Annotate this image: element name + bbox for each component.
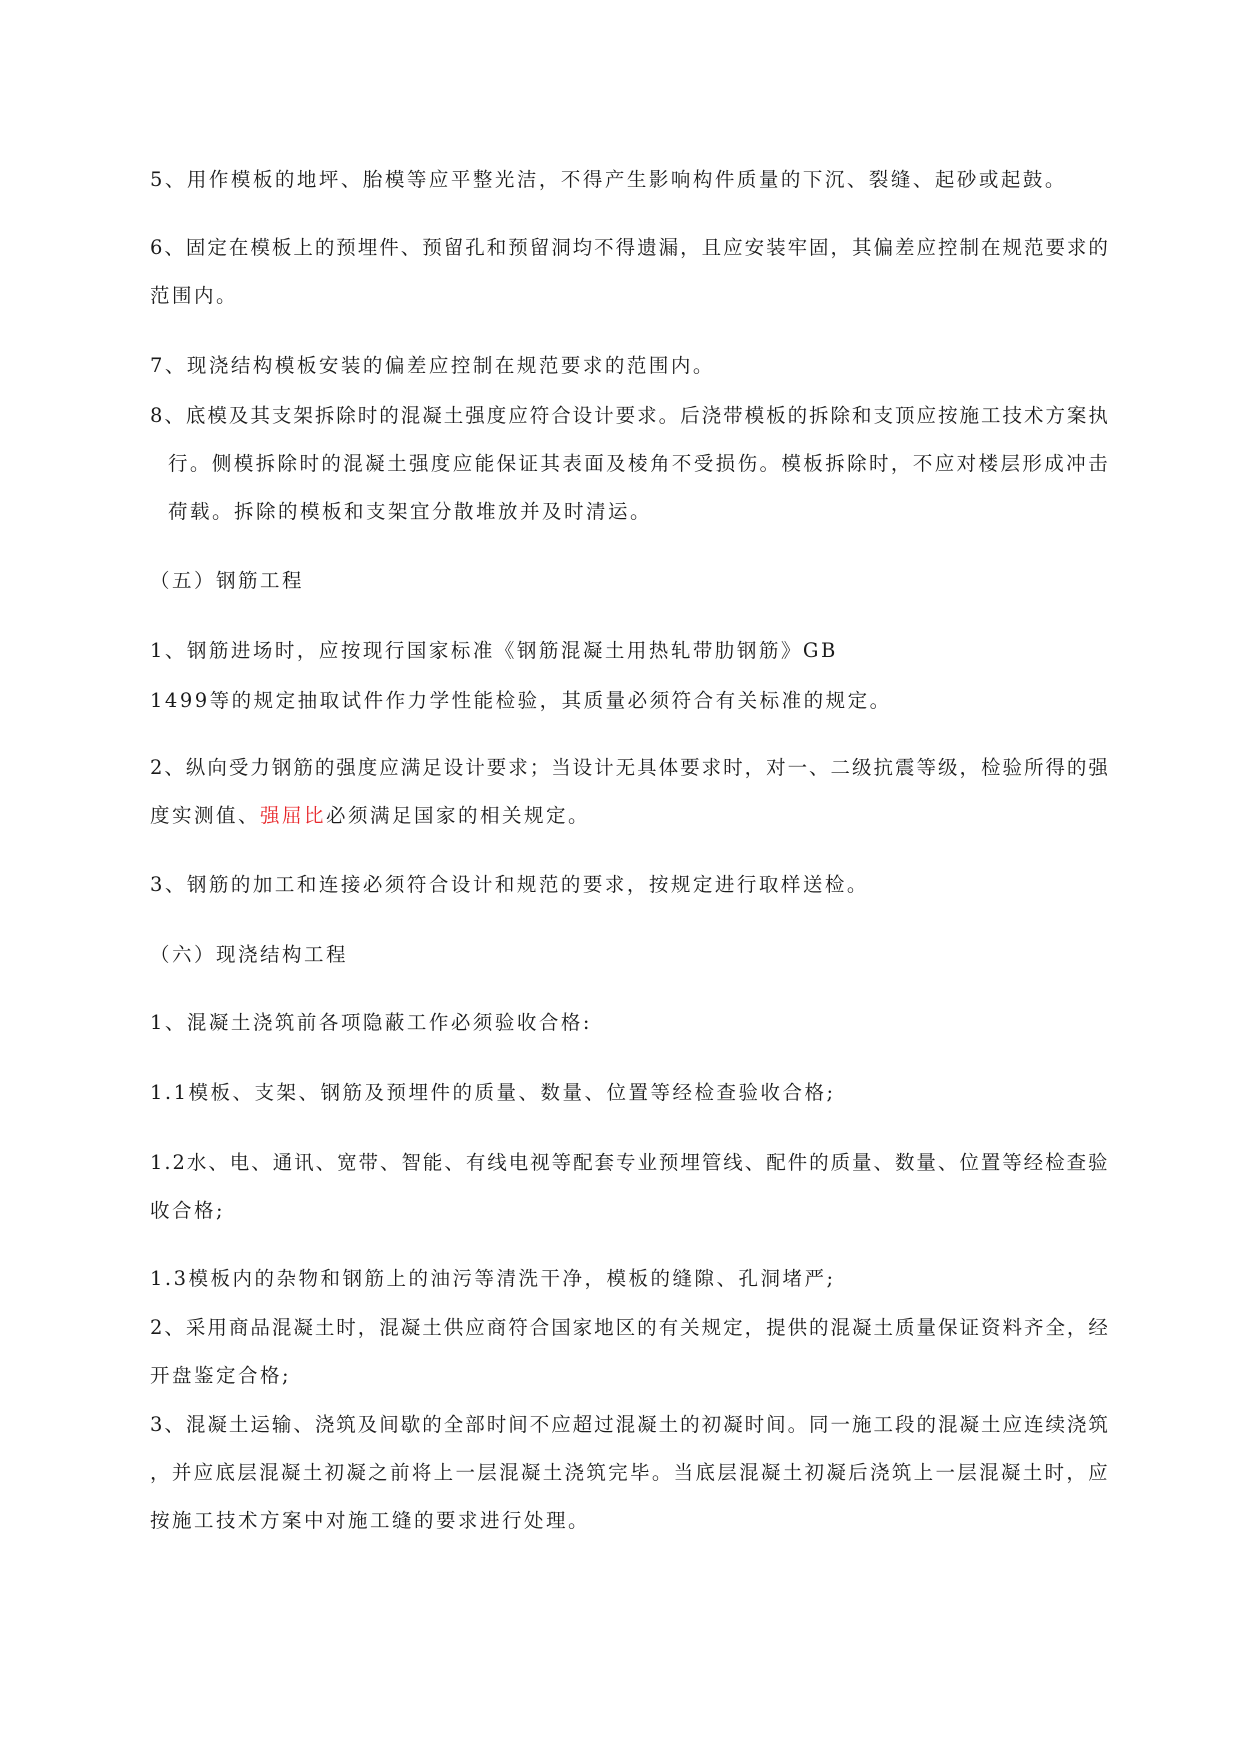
rebar-2-text-c: 必须满足国家的相关规定。 xyxy=(326,804,591,827)
paragraph-item-8: 8、底模及其支架拆除时的混凝土强度应符合设计要求。后浇带模板的拆除和支顶应按施工技术方案执 xyxy=(150,404,1110,427)
paragraph-rebar-1: 1、钢筋进场时，应按现行国家标准《钢筋混凝土用热轧带肋钢筋》GB xyxy=(150,639,838,662)
paragraph-cast-3-cont-1: ，并应底层混凝土初凝之前将上一层混凝土浇筑完毕。当底层混凝土初凝后浇筑上一层混凝土时，应 xyxy=(150,1461,1111,1484)
section-heading-cast-in-place: （六）现浇结构工程 xyxy=(150,943,349,966)
paragraph-item-7: 7、现浇结构模板安装的偏差应控制在规范要求的范围内。 xyxy=(150,354,715,377)
paragraph-cast-1-3: 1.3模板内的杂物和钢筋上的油污等清洗干净，模板的缝隙、孔洞堵严; xyxy=(150,1267,836,1290)
paragraph-rebar-3: 3、钢筋的加工和连接必须符合设计和规范的要求，按规定进行取样送检。 xyxy=(150,873,869,896)
paragraph-cast-3-cont-2: 按施工技术方案中对施工缝的要求进行处理。 xyxy=(150,1509,591,1532)
paragraph-rebar-2: 2、纵向受力钢筋的强度应满足设计要求；当设计无具体要求时，对一、二级抗震等级，检验所得的强 xyxy=(150,756,1110,779)
paragraph-cast-1-1: 1.1模板、支架、钢筋及预埋件的质量、数量、位置等经检查验收合格; xyxy=(150,1081,836,1104)
paragraph-item-8-cont-2: 荷载。拆除的模板和支架宜分散堆放并及时清运。 xyxy=(168,500,653,523)
paragraph-cast-3: 3、混凝土运输、浇筑及间歇的全部时间不应超过混凝土的初凝时间。同一施工段的混凝土应连续浇筑 xyxy=(150,1413,1110,1436)
paragraph-rebar-2-cont xyxy=(150,803,590,829)
paragraph-cast-1-2: 1.2水、电、通讯、宽带、智能、有线电视等配套专业预埋管线、配件的质量、数量、位置等经检查验 xyxy=(150,1151,1110,1174)
paragraph-item-5: 5、用作模板的地坪、胎模等应平整光洁，不得产生影响构件质量的下沉、裂缝、起砂或起鼓。 xyxy=(150,168,1067,191)
highlight-strength-ratio: 强屈比 xyxy=(260,804,327,827)
paragraph-item-6: 6、固定在模板上的预埋件、预留孔和预留洞均不得遗漏，且应安装牢固，其偏差应控制在规范要求的 xyxy=(150,236,1110,259)
paragraph-cast-2-cont: 开盘鉴定合格; xyxy=(150,1364,292,1387)
paragraph-rebar-1-cont: 1499等的规定抽取试件作力学性能检验，其质量必须符合有关标准的规定。 xyxy=(150,689,892,712)
paragraph-cast-1-2-cont: 收合格; xyxy=(150,1199,226,1222)
paragraph-cast-1: 1、混凝土浇筑前各项隐蔽工作必须验收合格: xyxy=(150,1011,592,1034)
paragraph-item-8-cont-1: 行。侧模拆除时的混凝土强度应能保证其表面及棱角不受损伤。模板拆除时，不应对楼层形成冲击 xyxy=(168,452,1111,475)
rebar-2-text-a: 度实测值、 xyxy=(150,804,261,827)
paragraph-item-6-cont: 范围内。 xyxy=(150,284,239,307)
paragraph-cast-2: 2、采用商品混凝土时，混凝土供应商符合国家地区的有关规定，提供的混凝土质量保证资料齐全，经 xyxy=(150,1316,1110,1339)
section-heading-rebar: （五）钢筋工程 xyxy=(150,569,305,592)
